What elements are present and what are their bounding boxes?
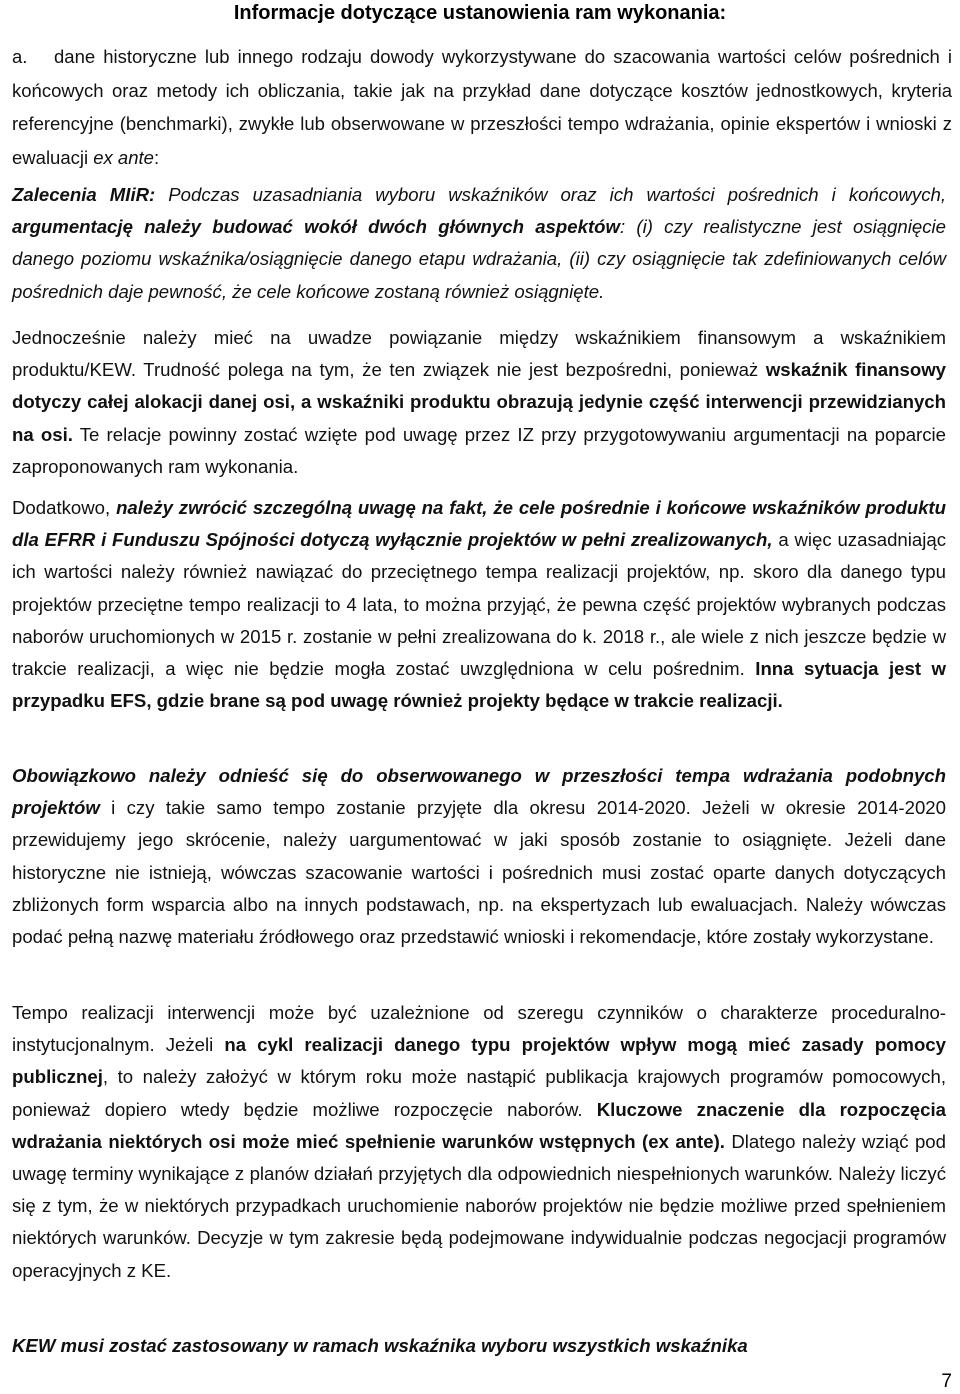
- list-item-text: dane historyczne lub innego rodzaju dowody wykorzystywane do szacowania wartości celów pośrednich i końcowych oraz metody ich obliczania, takie jak na przykład dane dotyczące kosztów jednostkowych, kryteria referencyjne (benchmarki), zwykłe lub obserwowane w przeszłości tempo wdrażania, opinie ekspertów i wnioski z ewaluacji ex ante:: [12, 46, 952, 168]
- paragraph-dodatkowo: Dodatkowo, należy zwrócić szczególną uwagę na fakt, że cele pośrednie i końcowe wskaźników produktu dla EFRR i Funduszu Spójności dotyczą wyłącznie projektów w pełni zrealizowanych, a więc uzasadniając ich wartości należy również nawiązać do przeciętnego tempa realizacji projektów, np. skoro dla danego typu projektów przeciętne tempo realizacji to 4 lata, to można przyjąć, że pewna część projektów wybranych podczas naborów uruchomionych w 2015 r. zostanie w pełni zrealizowana do k. 2018 r., ale wiele z nich jeszcze będzie w trakcie realizacji, a więc nie będzie mogła zostać uwzględniona w celu pośrednim. Inna sytuacja jest w przypadku EFS, gdzie brane są pod uwagę również projekty będące w trakcie realizacji.: [12, 497, 946, 712]
- list-marker: a.: [12, 46, 28, 67]
- section-heading: Informacje dotyczące ustanowienia ram wykonania:: [233, 2, 727, 24]
- list-item-a: [12, 40, 952, 174]
- paragraph-tempo: Tempo realizacji interwencji może być uzależnione od szeregu czynników o charakterze proceduralno-instytucjonalnym. Jeżeli na cykl realizacji danego typu projektów wpływ mogą mieć zasady pomocy publicznej, to należy założyć w którym roku może nastąpić publikacja krajowych programów pomocowych, ponieważ dopiero wtedy będzie możliwe rozpoczęcie naborów. Kluczowe znaczenie dla rozpoczęcia wdrażania niektórych osi może mieć spełnienie warunków wstępnych (ex ante). Dlatego należy wziąć pod uwagę terminy wynikające z planów działań przyjętych dla odpowiednich niespełnionych warunków. Należy liczyć się z tym, że w niektórych przypadkach uruchomienie naborów projektów nie będzie możliwe przed spełnieniem niektórych warunków. Decyzje w tym zakresie będą podejmowane indywidualnie podczas negocjacji programów operacyjnych z KE.: [12, 1002, 947, 1281]
- paragraph-obowiazkowo: Obowiązkowo należy odnieść się do obserwowanego w przeszłości tempa wdrażania podobnych projektów i czy takie samo tempo zostanie przyjęte dla okresu 2014-2020. Jeżeli w okresie 2014-2020 przewidujemy jego skrócenie, należy uargumentować w jaki sposób zostanie to osiągnięte. Jeżeli dane historyczne nie istnieją, wówczas szacowanie wartości i pośrednich musi zostać oparte danych dotyczących zbliżonych form wsparcia albo na innych podstawach, np. na ekspertyzach lub ewaluacjach. Należy wówczas podać pełną nazwę materiału źródłowego oraz przedstawić wnioski i rekomendacje, które zostały wykorzystane.: [12, 765, 946, 948]
- paragraph-zalecenia: Zalecenia MIiR: Podczas uzasadniania wyboru wskaźników oraz ich wartości pośrednich i końcowych, argumentację należy budować wokół dwóch głównych aspektów: (i) czy realistyczne jest osiągnięcie danego poziomu wskaźnika/osiągnięcie danego etapu wdrażania, (ii) czy osiągnięcie tak zdefiniowanych celów pośrednich daje pewność, że cele końcowe zostaną również osiągnięte.: [12, 184, 947, 302]
- page-number: 7: [941, 1371, 952, 1392]
- paragraph-jednoczesnie: Jednocześnie należy mieć na uwadze powiązanie między wskaźnikiem finansowym a wskaźnikiem produktu/KEW. Trudność polega na tym, że ten związek nie jest bezpośredni, ponieważ wskaźnik finansowy dotyczy całej alokacji danej osi, a wskaźniki produktu obrazują jedynie część interwencji przewidzianych na osi. Te relacje powinny zostać wzięte pod uwagę przez IZ przy przygotowywaniu argumentacji na poparcie zaproponowanych ram wykonania.: [12, 327, 946, 477]
- paragraph-kew: KEW musi zostać zastosowany w ramach wskaźnika wyboru wszystkich wskaźnika: [12, 1335, 748, 1356]
